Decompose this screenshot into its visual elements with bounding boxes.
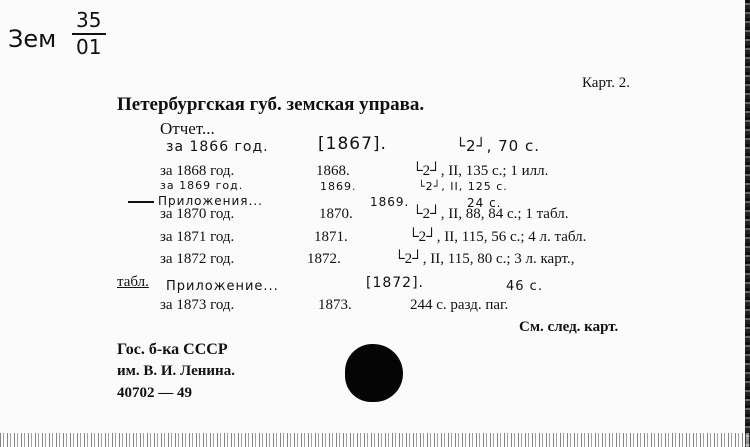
hw-prilozheniya-year: 1869. bbox=[370, 195, 410, 209]
row-1873-desc: 244 с. разд. паг. bbox=[410, 297, 509, 313]
row-1870-desc: └2┘, II, 88, 84 с.; 1 табл. bbox=[412, 206, 569, 222]
row-1872-desc: └2┘, II, 115, 80 с.; 3 л. карт., bbox=[394, 251, 575, 267]
hw-prilozhenie-pages: 46 с. bbox=[506, 279, 543, 294]
row-1871-pub: 1871. bbox=[314, 229, 348, 245]
shelf-fraction bbox=[72, 8, 112, 59]
card-title: Петербургская губ. земская управа. bbox=[117, 94, 425, 115]
hw-1866-year: за 1866 год. bbox=[166, 139, 269, 155]
see-next-card: См. след. карт. bbox=[519, 319, 619, 335]
row-1868-year: за 1868 год. bbox=[160, 163, 235, 179]
row-1870-year: за 1870 год. bbox=[160, 206, 235, 222]
card-number: Карт. 2. bbox=[582, 75, 630, 91]
row-1871-desc: └2┘, II, 115, 56 с.; 4 л. табл. bbox=[408, 229, 587, 245]
row-1872-pub: 1872. bbox=[307, 251, 341, 267]
hw-dash bbox=[128, 201, 154, 203]
shelf-denominator: 01 bbox=[76, 35, 102, 59]
row-1870-pub: 1870. bbox=[319, 206, 353, 222]
hw-prilozheniya: Приложения... bbox=[158, 194, 263, 208]
row-1872-year: за 1872 год. bbox=[160, 251, 235, 267]
hw-prilozhenie-year: [1872]. bbox=[366, 275, 425, 291]
card-edge-bottom bbox=[0, 433, 750, 447]
row-1873-year: за 1873 год. bbox=[160, 297, 235, 313]
hw-1869-year: за 1869 год. bbox=[160, 179, 244, 192]
hw-prilozhenie: Приложение... bbox=[166, 279, 279, 294]
punch-hole bbox=[345, 344, 403, 402]
row-1873-pub: 1873. bbox=[318, 297, 352, 313]
shelf-mark: Зем bbox=[8, 25, 57, 53]
hw-prilozheniya-pages: 24 с. bbox=[467, 196, 502, 210]
hw-1866-desc: └2┘, 70 с. bbox=[456, 137, 541, 155]
card-edge-right bbox=[745, 0, 750, 447]
library-code: 40702 — 49 bbox=[117, 385, 192, 401]
row-1871-year: за 1871 год. bbox=[160, 229, 235, 245]
shelf-numerator: 35 bbox=[76, 8, 102, 32]
library-named-after: им. В. И. Ленина. bbox=[117, 363, 235, 379]
hw-1869-pub: 1869. bbox=[320, 180, 357, 193]
tabl-continuation: табл. bbox=[117, 274, 149, 290]
row-1868-pub: 1868. bbox=[316, 163, 350, 179]
hw-1866-pub: [1867]. bbox=[318, 134, 387, 154]
row-1868-desc: └2┘, II, 135 с.; 1 илл. bbox=[412, 163, 549, 179]
card-subtitle: Отчет... bbox=[160, 119, 215, 138]
hw-1869-desc: └2┘, II, 125 с. bbox=[418, 180, 508, 193]
library-name: Гос. б-ка СССР bbox=[117, 341, 228, 358]
